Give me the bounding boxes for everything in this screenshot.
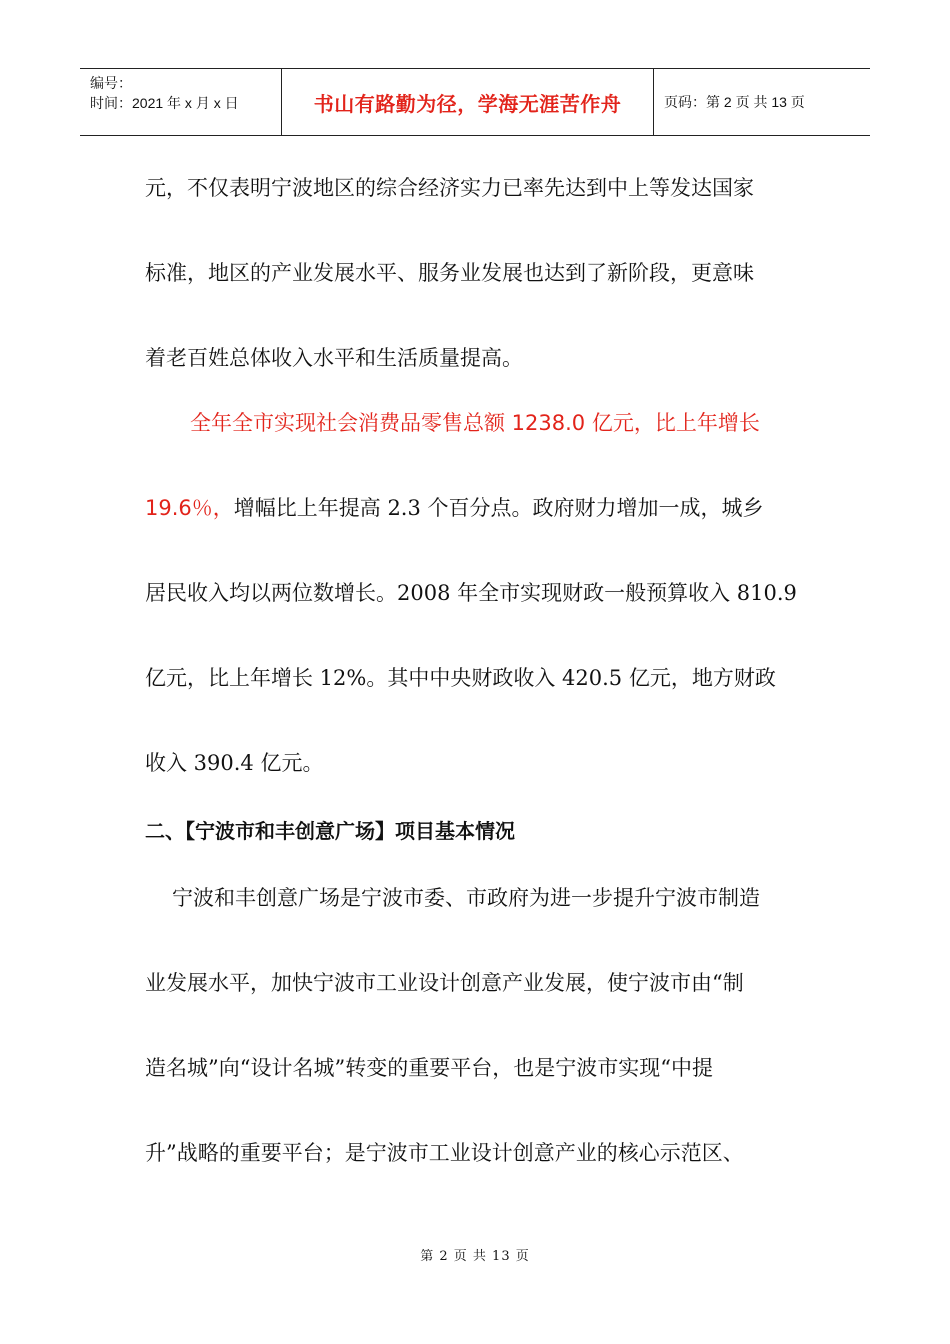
paragraph-line: 宁波和丰创意广场是宁波市委、市政府为进一步提升宁波市制造 xyxy=(172,886,760,910)
paragraph-line: 造名城”向“设计名城”转变的重要平台，也是宁波市实现“中提 xyxy=(145,1056,713,1080)
header-meta-cell xyxy=(80,69,282,135)
paragraph-line: 业发展水平，加快宁波市工业设计创意产业发展，使宁波市由“制 xyxy=(145,971,744,995)
header-motto: 书山有路勤为径，学海无涯苦作舟 xyxy=(313,91,622,116)
paragraph-line: 元，不仅表明宁波地区的综合经济实力已率先达到中上等发达国家 xyxy=(145,176,754,200)
document-number-label: 编号： xyxy=(90,75,132,91)
paragraph-line: 升”战略的重要平台；是宁波市工业设计创意产业的核心示范区、 xyxy=(145,1141,744,1165)
paragraph-line-text: 增幅比上年提高 2.3 个百分点。政府财力增加一成，城乡 xyxy=(233,496,764,520)
header-page-cell xyxy=(654,69,870,135)
header-page-info: 页码：第 2 页 共 13 页 xyxy=(664,94,805,110)
document-header xyxy=(80,68,870,136)
paragraph-line: 标准，地区的产业发展水平、服务业发展也达到了新阶段，更意味 xyxy=(145,261,754,285)
paragraph-line: 收入 390.4 亿元。 xyxy=(145,751,324,775)
paragraph-line: 居民收入均以两位数增长。2008 年全市实现财政一般预算收入 810.9 xyxy=(145,581,797,605)
growth-rate-highlight: 19.6％， xyxy=(145,496,234,520)
header-motto-cell xyxy=(282,69,654,135)
section-heading: 二、【宁波市和丰创意广场】项目基本情况 xyxy=(145,819,515,843)
page-footer: 第 2 页 共 13 页 xyxy=(420,1249,530,1264)
paragraph-line xyxy=(145,492,764,522)
paragraph-line: 着老百姓总体收入水平和生活质量提高。 xyxy=(145,346,523,370)
paragraph-line: 亿元，比上年增长 12%。其中中央财政收入 420.5 亿元，地方财政 xyxy=(145,666,776,690)
document-date: 时间：2021 年 x 月 x 日 xyxy=(90,95,239,111)
paragraph-line-highlight: 全年全市实现社会消费品零售总额 1238.0 亿元，比上年增长 xyxy=(190,411,760,435)
